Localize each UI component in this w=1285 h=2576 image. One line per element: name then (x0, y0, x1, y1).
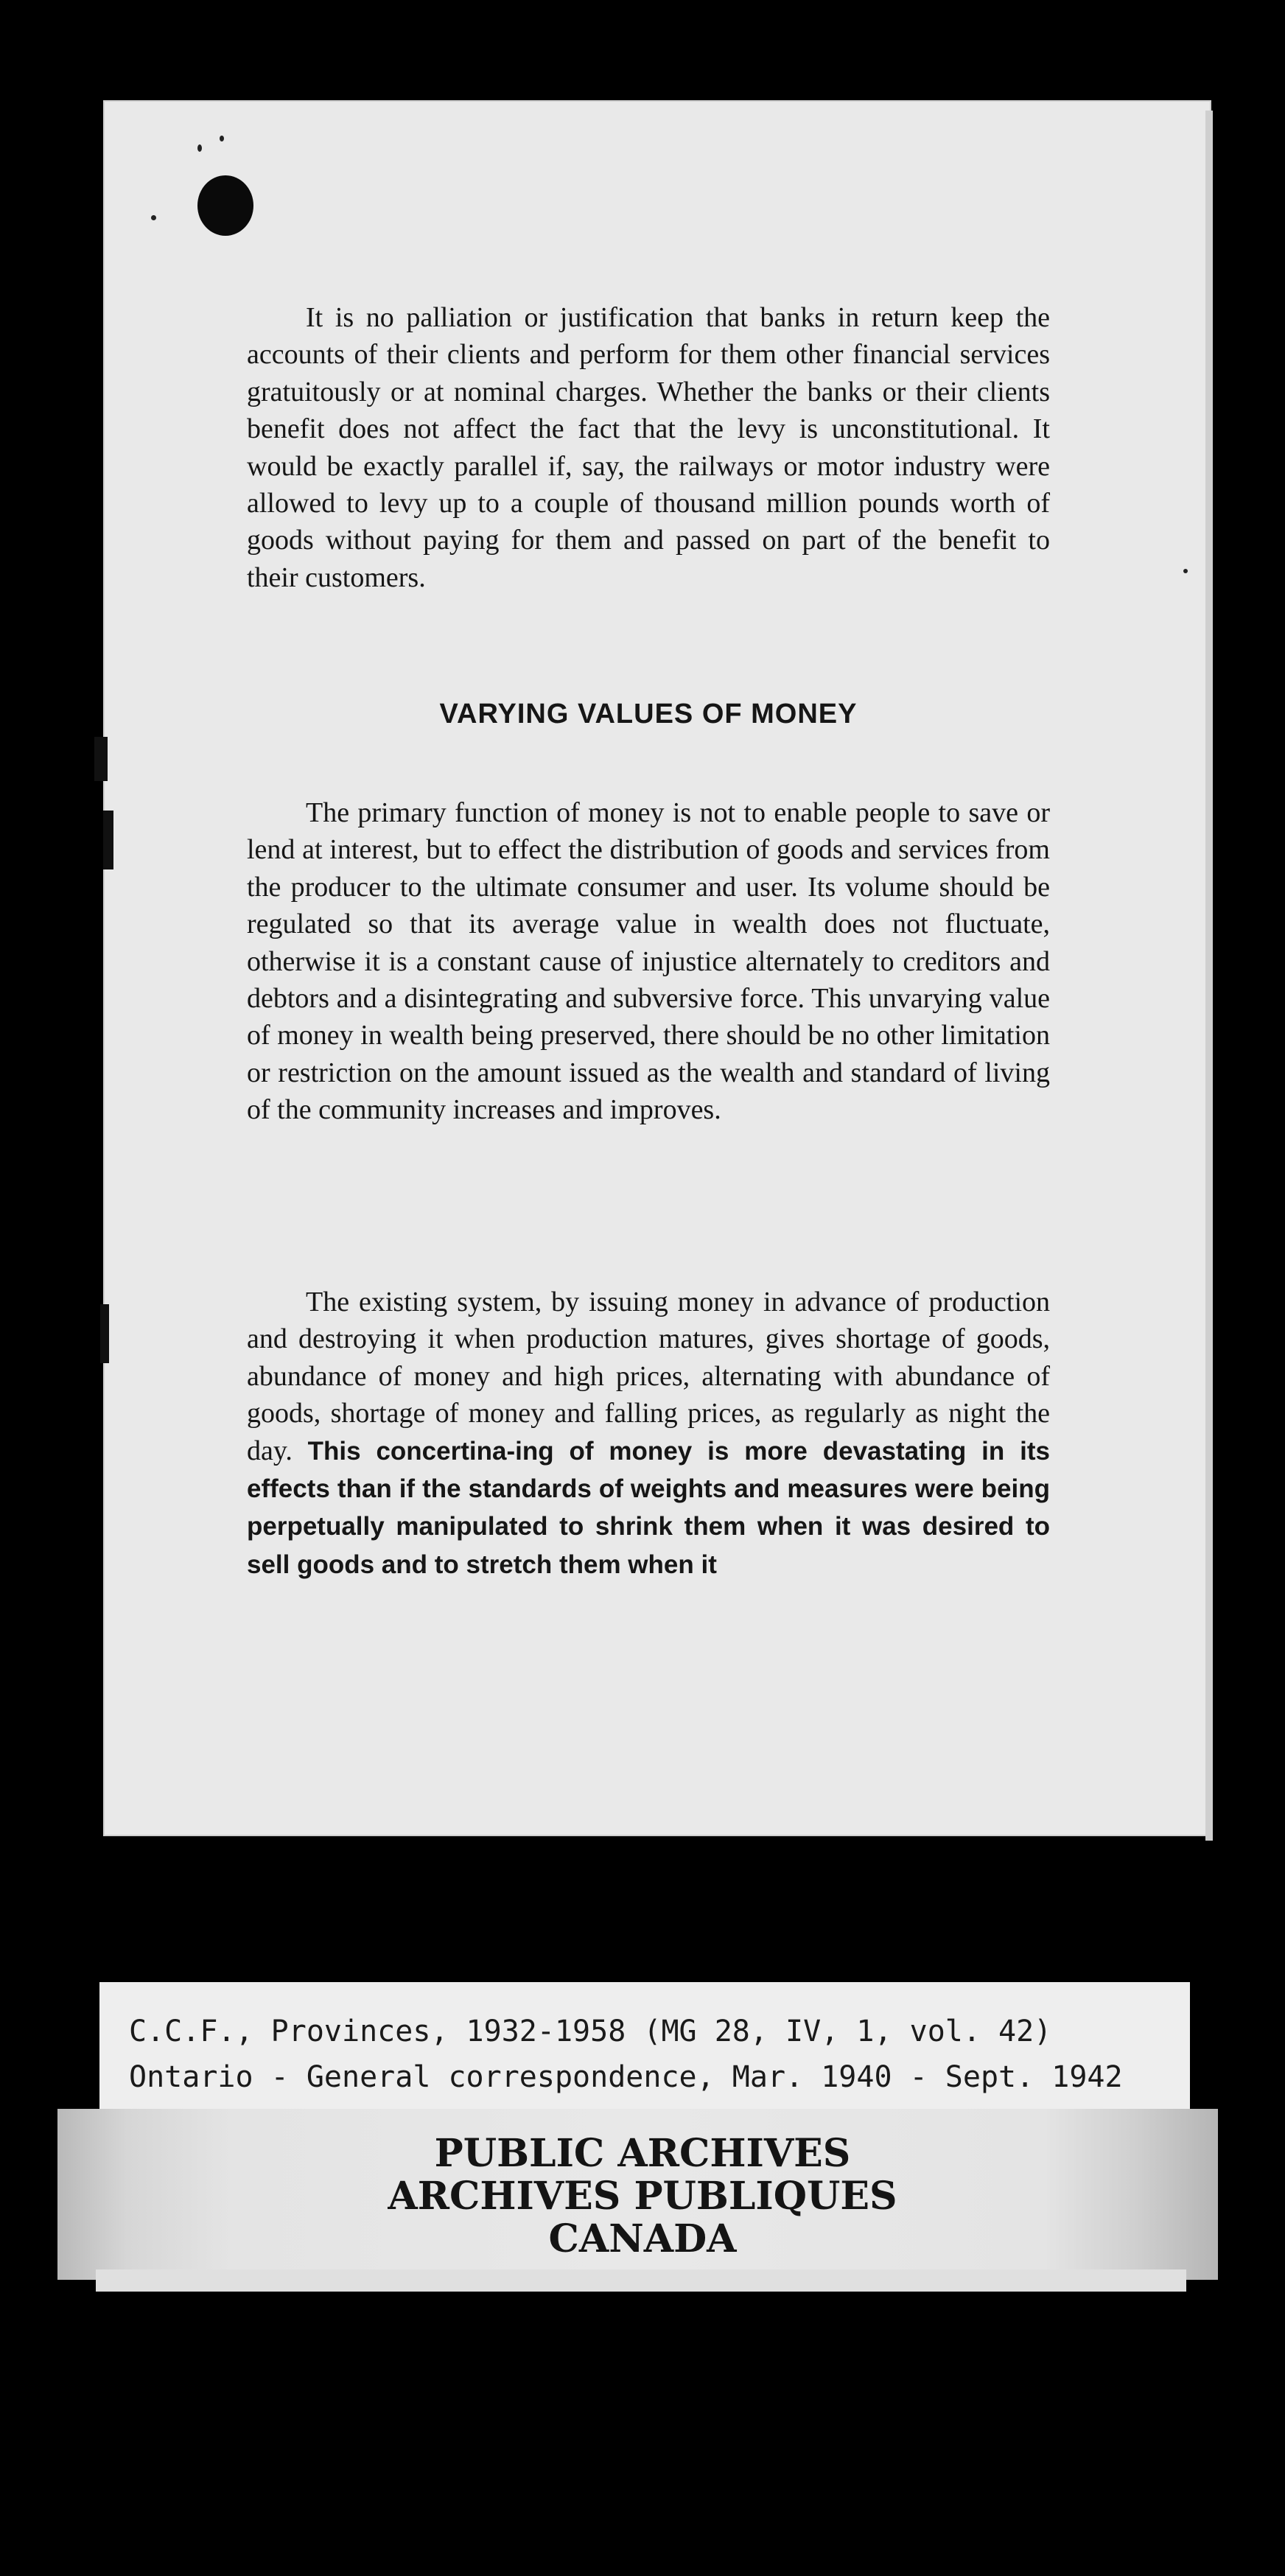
speck (151, 215, 156, 220)
speck (1183, 569, 1188, 573)
paragraph-2-block (247, 794, 1050, 1129)
stamp-line-3: CANADA (548, 2216, 737, 2261)
binder-mark (103, 811, 113, 869)
paragraph-1: It is no palliation or justification that banks in return keep the accounts of their clients and perform for them other financial services gratuitously or at nominal charges. Whether the banks or their clients benefit does not affect the fact that the levy is unconstitutional. It would be exactly parallel if, say, the railways or motor industry were allowed to levy up to a couple of thousand million pounds worth of goods without paying for them and passed on part of the benefit to their customers. (247, 302, 1050, 593)
stamp-line-1: PUBLIC ARCHIVES (434, 2131, 851, 2176)
archive-label-line-2: Ontario - General correspondence, Mar. 1940 - Sept. 1942 (129, 2060, 1123, 2094)
stamp-underlay (96, 2269, 1186, 2292)
page-edge (1205, 111, 1213, 1841)
speck (197, 144, 202, 152)
paragraph-1-block (247, 299, 1050, 596)
paragraph-2: The primary function of money is not to enable people to save or lend at interest, but to effect the distribution of goods and services from the producer to the ultimate consumer and user. Its volume should be regulated so that its average value in wealth does not fluctuate, otherwise it is a constant cause of injustice alternately to creditors and debtors and a disintegrating and subversive force. This unvarying value of money in wealth being preserved, there should be no other limitation or restriction on the amount issued as the wealth and standard of living of the community increases and improves. (247, 797, 1050, 1126)
paragraph-3-block (247, 1284, 1050, 1583)
paragraph-3-regular: The existing system, by issuing money in advance of production and destroying it when production matures, gives shortage of goods, abundance of money and high prices, alternating with abundance of goods, shortage of money and falling prices, as regularly as night the day. (247, 1287, 1050, 1466)
binder-mark (94, 737, 108, 781)
punch-hole (197, 175, 253, 236)
binder-mark (100, 1304, 109, 1363)
section-heading: VARYING VALUES OF MONEY (439, 699, 858, 729)
paragraph-3 (247, 1284, 1050, 1583)
speck (220, 136, 224, 141)
archive-label (99, 1982, 1190, 2129)
stamp-line-2: ARCHIVES PUBLIQUES (388, 2174, 897, 2219)
archive-label-line-1: C.C.F., Provinces, 1932-1958 (MG 28, IV, 1, vol. 42) (129, 2015, 1052, 2048)
paragraph-3-bold: This concertina-ing of money is more devastating in its effects than if the standards of weights and measures were being perpetually manipulated to shrink them when it was desired to sell goods and to stretch them when it (247, 1436, 1050, 1579)
